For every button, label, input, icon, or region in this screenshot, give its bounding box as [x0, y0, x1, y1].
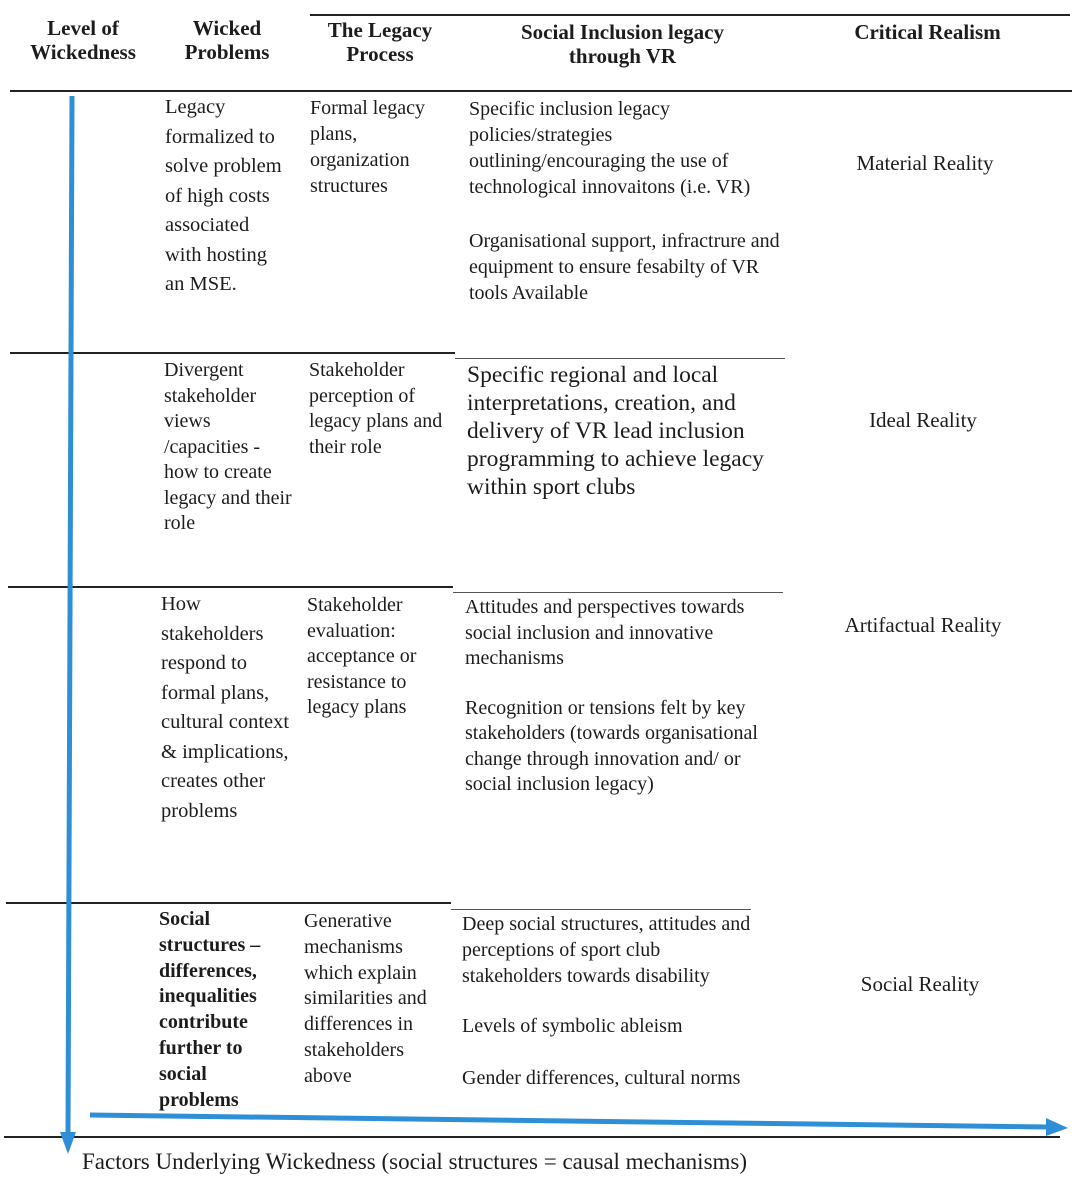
header-wicked-line1: Wicked — [192, 16, 262, 40]
row3-critical-realism: Artifactual Reality — [844, 613, 1002, 637]
vertical-arrow-shaft — [68, 96, 72, 1132]
header-legacy-line1: The Legacy — [327, 18, 433, 42]
header-level-line2: Wickedness — [30, 40, 136, 64]
row2-wicked-problem: Divergent stakeholder views /capacities - how to create legacy and their role — [164, 359, 292, 534]
header-social-line1: Social Inclusion legacy — [520, 20, 725, 44]
row2-legacy-process: Stakeholder perception of legacy plans and their role — [309, 359, 443, 458]
header-level-line1: Level of — [47, 16, 119, 40]
row2-social-item-1: Specific regional and local interpretations, creation, and delivery of VR lead inclusion programming to achieve legacy within sport clubs — [467, 362, 764, 500]
header-wicked-line2: Problems — [184, 40, 270, 64]
header-legacy-line2: Process — [346, 42, 414, 66]
row1-critical-realism: Material Reality — [856, 151, 994, 175]
row4-critical-realism: Social Reality — [860, 972, 980, 996]
horizontal-arrow-shaft — [90, 1115, 1048, 1127]
row1-legacy-process: Formal legacy plans, organization structures — [310, 97, 425, 197]
row4-legacy-process: Generative mechanisms which explain similarities and differences in stakeholders above — [304, 910, 427, 1087]
vertical-arrowhead-icon — [60, 1132, 76, 1154]
header-social-line2: through VR — [568, 44, 677, 68]
row1-wicked-problem: Legacy formalized to solve problem of high costs associated with hosting an MSE. — [165, 96, 282, 295]
row3-social-item-2: Recognition or tensions felt by key stakeholders (towards organisational change through innovation and/ or social inclusion legacy) — [465, 696, 758, 795]
horizontal-arrowhead-icon — [1046, 1118, 1068, 1136]
row3-legacy-process: Stakeholder evaluation: acceptance or resistance to legacy plans — [307, 594, 417, 718]
row1-social-item-2: Organisational support, infractrure and equipment to ensure fesabilty of VR tools Available — [469, 230, 780, 304]
header-critical-realism: Critical Realism — [854, 20, 1001, 44]
row2-critical-realism: Ideal Reality — [869, 408, 977, 432]
row3-wicked-problem: How stakeholders respond to formal plans, cultural context & implications, creates other problems — [161, 593, 290, 822]
row1-social-item-1: Specific inclusion legacy policies/strategies outlining/encouraging the use of technological innovaitons (i.e. VR) — [469, 98, 751, 198]
row4-social-item-3: Gender differences, cultural norms — [462, 1067, 741, 1089]
row3-social-item-1: Attitudes and perspectives towards social inclusion and innovative mechanisms — [465, 596, 745, 669]
row4-social-item-2: Levels of symbolic ableism — [462, 1015, 683, 1037]
footer-caption: Factors Underlying Wickedness (social structures = causal mechanisms) — [82, 1149, 748, 1174]
row4-social-item-1: Deep social structures, attitudes and perceptions of sport club stakeholders towards disability — [462, 913, 751, 987]
row4-wicked-problem: Social structures – differences, inequalities contribute further to social problems — [159, 908, 261, 1111]
